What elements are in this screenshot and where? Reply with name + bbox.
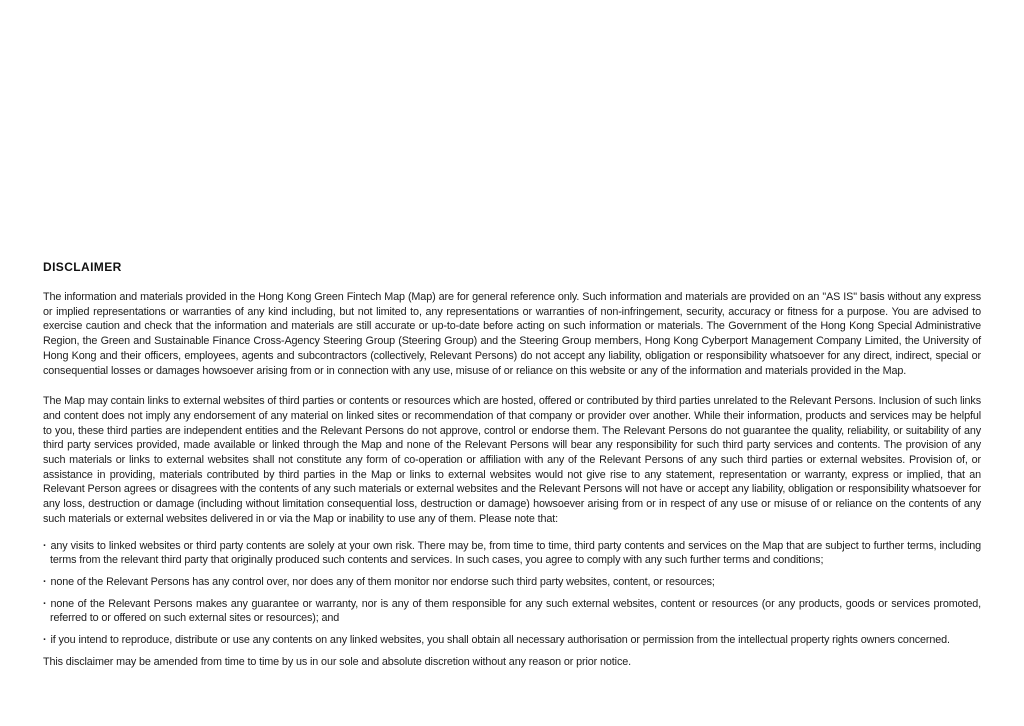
- bullet-icon: ·: [43, 597, 47, 610]
- list-item-text: any visits to linked websites or third party contents are solely at your own risk. There may be, from time to time, third party contents and services on the Map that are subject to further terms, including terms from the relevant third party that originally produced such contents and services. In such cases, you agree to comply with any such further terms and conditions;: [50, 539, 981, 567]
- list-item-text: none of the Relevant Persons makes any guarantee or warranty, nor is any of them responsible for any such external websites, content or resources (or any products, goods or services promoted, referred to or offered on such external sites or resources); and: [50, 597, 981, 625]
- list-item: [43, 597, 981, 626]
- list-item: [43, 575, 981, 590]
- list-item: [43, 539, 981, 568]
- disclaimer-paragraph-general: The information and materials provided in the Hong Kong Green Fintech Map (Map) are for general reference only. Such information and materials are provided on an "AS IS" basis without any express or implied representations or warranties of any kind including, but not limited to, any representations or warranties of non-infringement, security, accuracy or fitness for a purpose. You are advised to exercise caution and check that the information and materials are still accurate or up-to-date before acting on such information or materials. The Government of the Hong Kong Special Administrative Region, the Green and Sustainable Finance Cross-Agency Steering Group (Steering Group) and the Steering Group members, Hong Kong Cyberport Management Company Limited, the University of Hong Kong and their officers, employees, agents and subcontractors (collectively, Relevant Persons) do not accept any liability, obligation or responsibility whatsoever for any direct, indirect, special or consequential losses or damages howsoever arising from or in connection with any use, misuse of or reliance on this website or any of the information and materials provided in the Map.: [43, 291, 981, 377]
- bullet-list: [43, 539, 981, 648]
- bullet-icon: ·: [43, 539, 47, 552]
- disclaimer-body: [43, 290, 981, 669]
- bullet-icon: ·: [43, 634, 47, 647]
- closing-note: This disclaimer may be amended from time to time by us in our sole and absolute discretion without any reason or prior notice.: [43, 655, 631, 668]
- disclaimer-paragraph-external-links: The Map may contain links to external websites of third parties or contents or resources which are hosted, offered or contributed by third parties unrelated to the Relevant Persons. Inclusion of such links and content does not imply any endorsement of any material on linked sites or recommendation of that company or provider over another. While their information, products and services may be helpful to you, these third parties are independent entities and the Relevant Persons do not approve, control or endorse them. The Relevant Persons do not guarantee the quality, reliability, or suitability of any third party services provided, made available or linked through the Map and none of the Relevant Persons will bear any responsibility for such third party services and contents. The provision of any such materials or links to external websites shall not constitute any form of co-operation or affiliation with any of the Relevant Persons of any such third parties or external websites. Provision of, or assistance in providing, materials contributed by third parties in the Map or links to external websites would not give rise to any statement, representation or warranty, express or implied, that an Relevant Person agrees or disagrees with the contents of any such materials or external websites and the Relevant Persons will not have or accept any liability, obligation or responsibility whatsoever for any loss, destruction or damage (including without limitation consequential loss, destruction or damage) howsoever arising from or in respect of any use or misuse of or reliance on the contents of any such materials or external websites delivered in or via the Map or inability to use any of them. Please note that:: [43, 395, 981, 525]
- list-item-text: none of the Relevant Persons has any control over, nor does any of them monitor nor endorse such third party websites, content, or resources;: [50, 575, 715, 588]
- list-item-text: if you intend to reproduce, distribute or use any contents on any linked websites, you shall obtain all necessary authorisation or permission from the intellectual property rights owners concerned.: [50, 634, 950, 647]
- list-item: [43, 633, 981, 648]
- page-title: DISCLAIMER: [43, 260, 122, 274]
- bullet-icon: ·: [43, 575, 47, 588]
